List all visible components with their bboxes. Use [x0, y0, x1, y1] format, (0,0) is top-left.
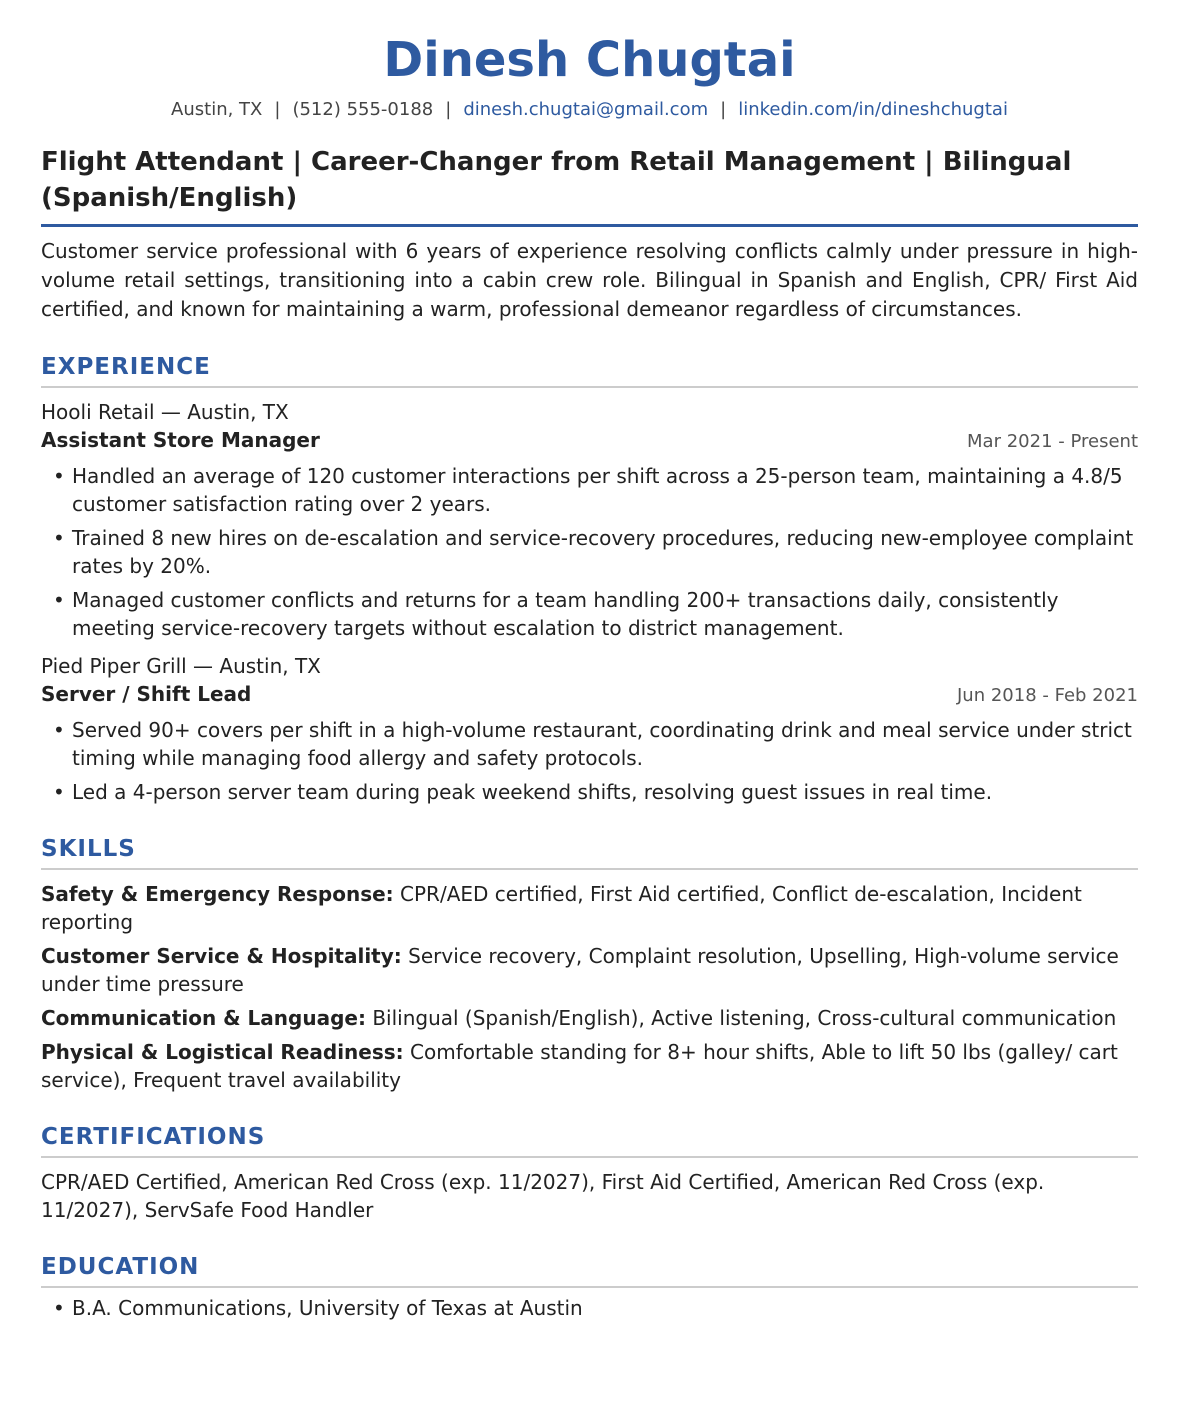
- section-title-education: EDUCATION: [41, 1252, 1138, 1288]
- education-list: [41, 1294, 1138, 1322]
- contact-separator: |: [274, 99, 281, 120]
- job-bullet: • Trained 8 new hires on de-escalation and service-recovery procedures, reducing new-employee complaint rates by 20%.: [41, 524, 1138, 580]
- job-company: Hooli Retail — Austin, TX: [41, 400, 289, 424]
- education-item: • B.A. Communications, University of Texas at Austin: [41, 1294, 1138, 1322]
- job-bullet: • Handled an average of 120 customer interactions per shift across a 25-person team, maintaining a 4.8/5 customer satisfaction rating over 2 years.: [41, 462, 1138, 518]
- job-role: Assistant Store Manager: [41, 428, 320, 452]
- job-entry: [41, 652, 1138, 806]
- phone: (512) 555-0188: [292, 99, 434, 120]
- job-bullet: • Managed customer conflicts and returns for a team handling 200+ transactions daily, consistently meeting service-recovery targets without escalation to district management.: [41, 586, 1138, 642]
- skill-text: Comfortable standing for 8+ hour shifts, Able to lift 50 lbs (galley/ cart service), Frequent travel availability: [41, 1040, 1118, 1092]
- skill-item: [41, 942, 1138, 998]
- certifications-text: CPR/AED Certified, American Red Cross (exp. 11/2027), First Aid Certified, American Red Cross (exp. 11/2027), ServSafe Food Handler: [41, 1170, 1045, 1222]
- linkedin-link[interactable]: linkedin.com/in/dineshchugtai: [738, 99, 1008, 120]
- skill-item: [41, 1004, 1138, 1032]
- contact-line: [41, 98, 1138, 122]
- job-bullet: • Served 90+ covers per shift in a high-volume restaurant, coordinating drink and meal service under strict timing while managing food allergy and safety protocols.: [41, 716, 1138, 772]
- skill-text: CPR/AED certified, First Aid certified, Conflict de-escalation, Incident reporting: [41, 882, 1082, 934]
- job-role-row: [41, 426, 1138, 456]
- skill-item: [41, 1038, 1138, 1094]
- job-bullets: [41, 462, 1138, 642]
- skill-text: Service recovery, Complaint resolution, Upselling, High-volume service under time pressure: [41, 944, 1119, 996]
- skill-label: Customer Service & Hospitality:: [41, 944, 402, 968]
- email-link[interactable]: dinesh.chugtai@gmail.com: [463, 99, 709, 120]
- job-bullet: • Led a 4-person server team during peak weekend shifts, resolving guest issues in real time.: [41, 778, 1138, 806]
- contact-separator: |: [720, 99, 727, 120]
- skill-label: Safety & Emergency Response:: [41, 882, 394, 906]
- skill-text: Bilingual (Spanish/English), Active listening, Cross-cultural communication: [372, 1006, 1117, 1030]
- skill-label: Physical & Logistical Readiness:: [41, 1040, 404, 1064]
- job-role-row: [41, 680, 1138, 710]
- job-company: Pied Piper Grill — Austin, TX: [41, 654, 321, 678]
- section-title-skills: SKILLS: [41, 834, 1138, 870]
- summary: Customer service professional with 6 years of experience resolving conflicts calmly under pressure in high-volume retail settings, transitioning into a cabin crew role. Bilingual in Spanish and English, CPR/ First Aid certified, and known for maintaining a warm, professional demeanor regardless of circumstances.: [41, 239, 1138, 321]
- job-entry: [41, 398, 1138, 642]
- contact-separator: |: [445, 99, 452, 120]
- skill-item: [41, 880, 1138, 936]
- job-dates: Jun 2018 - Feb 2021: [957, 685, 1138, 706]
- candidate-name: Dinesh Chugtai: [383, 32, 796, 88]
- headline: Flight Attendant | Career-Changer from Retail Management | Bilingual (Spanish/English): [41, 144, 1138, 227]
- section-title-experience: EXPERIENCE: [41, 352, 1138, 388]
- location: Austin, TX: [171, 99, 263, 120]
- job-bullets: [41, 716, 1138, 806]
- job-dates: Mar 2021 - Present: [967, 431, 1138, 452]
- skills-list: [41, 880, 1138, 1094]
- section-title-certifications: CERTIFICATIONS: [41, 1122, 1138, 1158]
- job-role: Server / Shift Lead: [41, 682, 252, 706]
- skill-label: Communication & Language:: [41, 1006, 366, 1030]
